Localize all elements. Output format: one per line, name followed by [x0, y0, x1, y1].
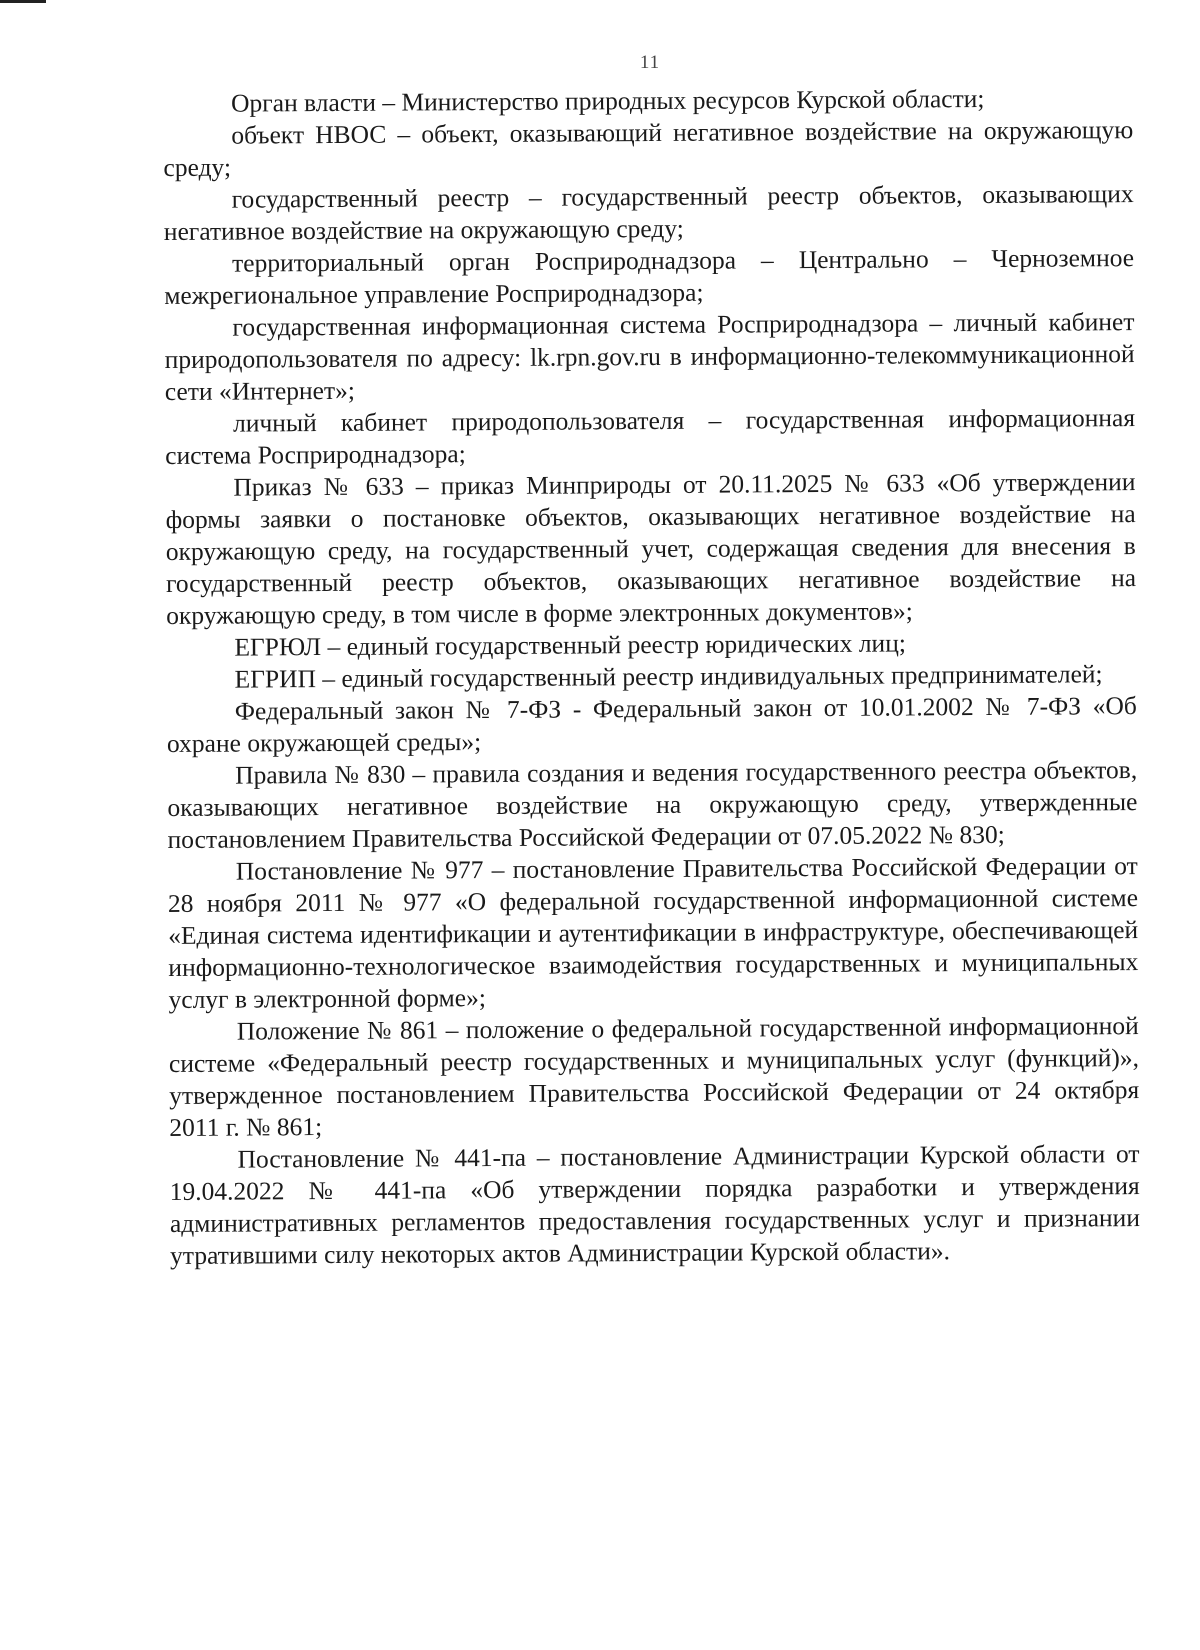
definition-state-register: государственный реестр – государственный реестр объектов, оказывающих негативное воздействие на окружающую среду; [163, 179, 1134, 246]
definition-egrip: ЕГРИП – единый государственный реестр индивидуальных предпринимателей; [234, 659, 1103, 694]
document-body [163, 82, 1140, 1272]
scan-edge-mark [0, 0, 46, 3]
definition-resolution-441pa: Постановление № 441-па – постановление Администрации Курской области от 19.04.2022 № 441-па «Об утверждении порядка разработки и утверждения административных регламентов предоставления государственных услуг и признании утратившими силу некоторых актов Администрации Курской области». [169, 1139, 1141, 1270]
page-number: 11 [639, 52, 661, 73]
definition-state-information-system: государственная информационная система Росприроднадзора – личный кабинет природопользователя по адресу: lk.rpn.gov.ru в информационно-телекоммуникационной сети «Интернет»; [164, 307, 1135, 406]
definition-federal-law-7fz: Федеральный закон № 7-ФЗ - Федеральный закон от 10.01.2002 № 7-ФЗ «Об охране окружающей среды»; [166, 691, 1137, 758]
definition-regulation-861: Положение № 861 – положение о федеральной государственной информационной системе «Федеральный реестр государственных и муниципальных услуг (функций)», утвержденное постановлением Правительства Российской Федерации от 24 октября 2011 г. № 861; [168, 1011, 1140, 1142]
definition-authority: Орган власти – Министерство природных ресурсов Курской области; [231, 83, 985, 118]
definition-egrul: ЕГРЮЛ – единый государственный реестр юридических лиц; [234, 628, 906, 662]
definition-nvos-object: объект НВОС – объект, оказывающий негативное воздействие на окружающую среду; [163, 115, 1134, 182]
definition-territorial-body: территориальный орган Росприроднадзора – Центрально – Черноземное межрегиональное управление Росприроднадзора; [164, 243, 1135, 310]
definition-rules-830: Правила № 830 – правила создания и ведения государственного реестра объектов, оказывающих негативное воздействие на окружающую среду, утвержденные постановлением Правительства Российской Федерации от 07.05.2022 № 830; [167, 755, 1138, 854]
definition-personal-account: личный кабинет природопользователя – государственная информационная система Росприроднадзора; [165, 403, 1136, 470]
definition-resolution-977: Постановление № 977 – постановление Правительства Российской Федерации от 28 ноября 2011 № 977 «О федеральной государственной информационной системе «Единая система идентификации и аутентификации в инфраструктуре, обеспечивающей информационно-технологическое взаимодействия государственных и муниципальных услуг в электронной форме»; [167, 851, 1139, 1014]
definition-order-633: Приказ № 633 – приказ Минприроды от 20.11.2025 № 633 «Об утверждении формы заявки о постановке объектов, оказывающих негативное воздействие на окружающую среду, на государственный учет, содержащая сведения для внесения в государственный реестр объектов, оказывающих негативное воздействие на окружающую среду, в том числе в форме электронных документов»; [165, 467, 1137, 630]
